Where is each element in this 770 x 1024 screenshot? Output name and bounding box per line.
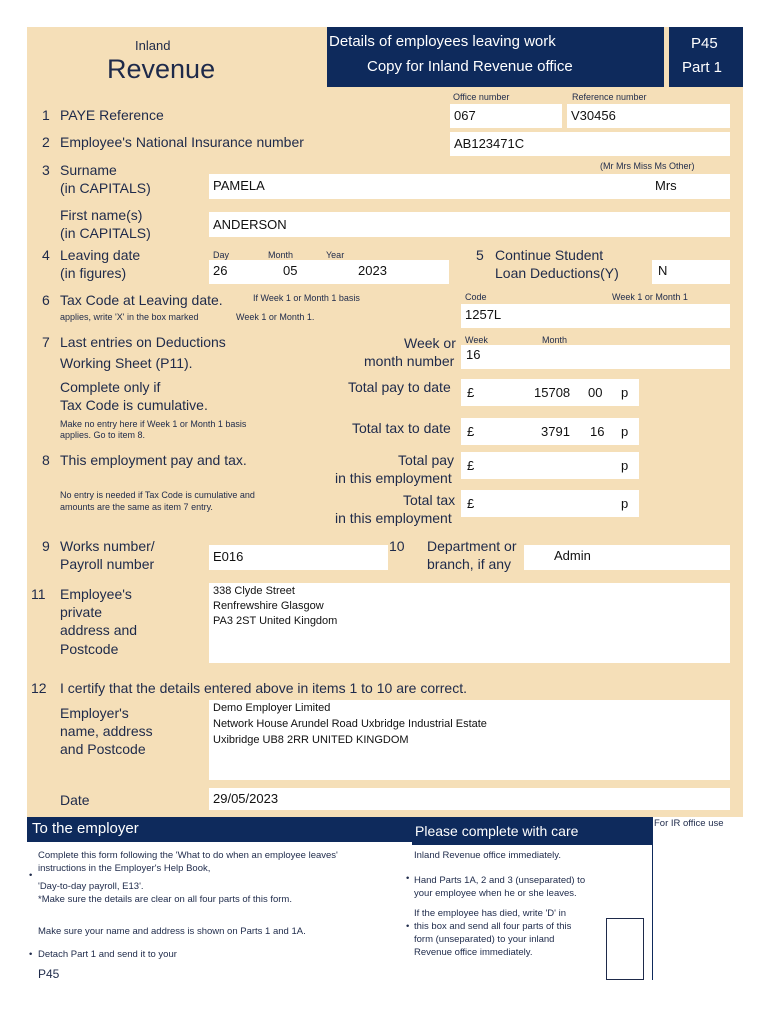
date-label: Date	[60, 792, 90, 808]
reference-number-label: Reference number	[572, 92, 647, 102]
private-address-label-d: Postcode	[60, 641, 119, 657]
header-title-line2: Copy for Inland Revenue office	[367, 58, 573, 75]
week-label: Week	[465, 335, 488, 345]
item-4-number: 4	[42, 247, 50, 263]
address-line-1: 338 Clyde Street	[213, 585, 295, 597]
surname-value: PAMELA	[213, 178, 265, 193]
footer-right-line-3: your employee when he or she leaves.	[414, 888, 577, 899]
surname-label-a: Surname	[60, 162, 117, 178]
item-12-number: 12	[31, 680, 47, 696]
employer-address-field[interactable]	[209, 700, 730, 780]
header-title-box	[327, 27, 664, 87]
office-number-label: Office number	[453, 92, 510, 102]
footer-right-line-7: Revenue office immediately.	[414, 947, 533, 958]
footer-bullet-3: •	[406, 873, 410, 884]
total-tax-pounds-value: 3791	[541, 424, 570, 439]
month-col-label: Month	[542, 335, 568, 345]
complete-with-care-heading: Please complete with care	[415, 823, 579, 839]
first-name-label-b: (in CAPITALS)	[60, 225, 151, 241]
item-11-number: 11	[31, 586, 46, 602]
to-employer-heading: To the employer	[32, 820, 139, 837]
total-tax-to-date-field[interactable]	[461, 418, 639, 445]
employer-line-3: Uxibridge UB8 2RR UNITED KINGDOM	[213, 734, 409, 746]
leave-day-value: 26	[213, 263, 228, 278]
header-part-box	[669, 27, 743, 87]
department-label-b: branch, if any	[427, 556, 512, 572]
tax-code-note-c: Week 1 or Month 1.	[236, 312, 315, 322]
private-address-label-a: Employee's	[60, 586, 132, 602]
ni-number-field[interactable]	[450, 132, 730, 156]
item-6-number: 6	[42, 292, 50, 308]
make-no-entry-note-a: Make no entry here if Week 1 or Month 1 basis	[60, 419, 247, 429]
total-pay-pence-sign: p	[621, 385, 629, 400]
private-address-label-b: private	[60, 604, 103, 620]
total-pay-pounds-value: 15708	[534, 385, 571, 400]
item-10-number: 10	[389, 538, 405, 554]
tax-code-label: Tax Code at Leaving date.	[60, 292, 223, 308]
employment-tax-pence-sign: p	[621, 496, 629, 511]
employment-pay-pence-sign: p	[621, 458, 629, 473]
leaving-date-label-b: (in figures)	[60, 265, 127, 281]
department-label-a: Department or	[427, 538, 517, 554]
complete-only-label-a: Complete only if	[60, 379, 161, 395]
footer-right-line-5: this box and send all four parts of this	[414, 921, 572, 932]
week-or-label: Week or	[404, 335, 456, 351]
tax-code-note-b: applies, write 'X' in the box marked	[60, 312, 199, 322]
tax-code-note-a: If Week 1 or Month 1 basis	[253, 293, 360, 303]
date-value: 29/05/2023	[213, 791, 279, 806]
private-address-label-c: address and	[60, 622, 138, 638]
student-loan-field[interactable]	[652, 260, 730, 284]
works-number-value: E016	[213, 549, 244, 564]
works-number-label-b: Payroll number	[60, 556, 155, 572]
total-pay-employment-label-b: in this employment	[335, 470, 452, 486]
total-tax-pound-sign: £	[467, 424, 475, 439]
footer-left-line-2: instructions in the Employer's Help Book,	[38, 863, 211, 874]
employer-line-2: Network House Arundel Road Uxbridge Industrial Estate	[213, 718, 487, 730]
footer-left-line-6: Detach Part 1 and send it to your	[38, 949, 177, 960]
item-5-number: 5	[476, 247, 484, 263]
employer-label-c: and Postcode	[60, 741, 146, 757]
footer-left-line-3: 'Day-to-day payroll, E13'.	[38, 881, 144, 892]
address-line-2: Renfrewshire Glasgow	[213, 600, 324, 612]
reference-number-field[interactable]	[567, 104, 730, 128]
year-label: Year	[326, 250, 345, 260]
footer-right-line-2: Hand Parts 1A, 2 and 3 (unseparated) to	[414, 875, 586, 886]
date-field[interactable]	[209, 788, 730, 810]
total-pay-pence-value: 00	[588, 385, 603, 400]
address-line-3: PA3 2ST United Kingdom	[213, 615, 338, 627]
office-number-field[interactable]	[450, 104, 562, 128]
week1-month1-label: Week 1 or Month 1	[612, 292, 688, 302]
total-tax-pence-value: 16	[590, 424, 605, 439]
employment-total-tax-field[interactable]	[461, 490, 639, 517]
total-pay-to-date-field[interactable]	[461, 379, 639, 406]
employer-line-1: Demo Employer Limited	[213, 702, 331, 714]
brand-top: Inland	[135, 38, 171, 53]
item-2-number: 2	[42, 134, 50, 150]
department-field[interactable]	[524, 545, 730, 570]
footer-left-line-5: Make sure your name and address is shown on Parts 1 and 1A.	[38, 926, 306, 937]
last-entries-label-b: Working Sheet (P11).	[60, 355, 193, 371]
header-title-line1: Details of employees leaving work	[329, 33, 556, 50]
department-value: Admin	[554, 548, 591, 563]
footer-bullet-1: •	[29, 870, 33, 881]
brand-logo-text: Revenue	[107, 54, 216, 84]
employment-total-pay-field[interactable]	[461, 452, 639, 479]
week-month-number-field[interactable]	[461, 345, 730, 369]
total-pay-to-date-label: Total pay to date	[348, 379, 451, 395]
office-use-label: For IR office use	[654, 818, 724, 829]
tax-code-field[interactable]	[461, 304, 730, 328]
code-label: Code	[465, 292, 487, 302]
leave-year-value: 2023	[358, 263, 387, 278]
month-number-label: month number	[364, 353, 455, 369]
titles-hint: (Mr Mrs Miss Ms Other)	[600, 161, 695, 171]
ni-number-value: AB123471C	[454, 136, 525, 151]
to-employer-bar	[27, 817, 412, 842]
employment-pay-pound-sign: £	[467, 458, 475, 473]
deceased-marker-box[interactable]	[606, 918, 644, 980]
footer-right-line-1: Inland Revenue office immediately.	[414, 850, 561, 861]
office-number-value: 067	[454, 108, 476, 123]
leaving-date-field[interactable]	[209, 260, 449, 284]
works-number-label-a: Works number/	[60, 538, 155, 554]
leaving-date-label-a: Leaving date	[60, 247, 141, 263]
certify-label: I certify that the details entered above in items 1 to 10 are correct.	[60, 680, 467, 696]
item-7-number: 7	[42, 334, 50, 350]
total-tax-employment-label-a: Total tax	[403, 492, 456, 508]
item-3-number: 3	[42, 162, 50, 178]
footer-right-line-6: form (unseparated) to your inland	[414, 934, 555, 945]
first-name-label-a: First name(s)	[60, 207, 143, 223]
no-entry-note-b: amounts are the same as item 7 entry.	[60, 502, 213, 512]
form-code: P45	[691, 35, 718, 52]
tax-code-value: 1257L	[465, 307, 502, 322]
employer-label-b: name, address	[60, 723, 153, 739]
works-number-field[interactable]	[209, 545, 388, 570]
student-loan-label-a: Continue Student	[495, 247, 604, 263]
make-no-entry-note-b: applies. Go to item 8.	[60, 430, 146, 440]
ni-number-label: Employee's National Insurance number	[60, 134, 304, 150]
footer-divider	[652, 845, 653, 980]
title-value: Mrs	[655, 178, 677, 193]
last-entries-label-a: Last entries on Deductions	[60, 334, 226, 350]
surname-field[interactable]	[209, 174, 730, 199]
item-1-number: 1	[42, 107, 50, 123]
footer-bullet-4: •	[406, 921, 410, 932]
item-9-number: 9	[42, 538, 50, 554]
footer-form-code: P45	[38, 967, 60, 981]
total-tax-employment-label-b: in this employment	[335, 510, 452, 526]
employment-pay-tax-label: This employment pay and tax.	[60, 452, 247, 468]
total-tax-to-date-label: Total tax to date	[352, 420, 451, 436]
leave-month-value: 05	[283, 263, 298, 278]
student-loan-label-b: Loan Deductions(Y)	[495, 265, 619, 281]
no-entry-note-a: No entry is needed if Tax Code is cumulative and	[60, 490, 255, 500]
footer-left-line-4: *Make sure the details are clear on all four parts of this form.	[38, 894, 292, 905]
employment-tax-pound-sign: £	[467, 496, 475, 511]
complete-only-label-b: Tax Code is cumulative.	[60, 397, 208, 413]
total-pay-pound-sign: £	[467, 385, 475, 400]
total-pay-employment-label-a: Total pay	[398, 452, 455, 468]
reference-number-value: V30456	[571, 108, 616, 123]
student-loan-value: N	[658, 263, 668, 278]
paye-reference-label: PAYE Reference	[60, 107, 164, 123]
part-label: Part 1	[682, 59, 723, 76]
footer-left-line-1: Complete this form following the 'What to do when an employee leaves'	[38, 850, 338, 861]
complete-with-care-bar	[412, 817, 653, 845]
day-label: Day	[213, 250, 230, 260]
private-address-field[interactable]	[209, 583, 730, 663]
first-name-value: ANDERSON	[213, 217, 287, 232]
employer-label-a: Employer's	[60, 705, 129, 721]
item-8-number: 8	[42, 452, 50, 468]
total-tax-pence-sign: p	[621, 424, 629, 439]
first-name-field[interactable]	[209, 212, 730, 237]
footer-right-line-4: If the employee has died, write 'D' in	[414, 908, 567, 919]
surname-label-b: (in CAPITALS)	[60, 180, 151, 196]
month-label: Month	[268, 250, 294, 260]
week-number-value: 16	[466, 347, 481, 362]
footer-bullet-2: •	[29, 949, 33, 960]
